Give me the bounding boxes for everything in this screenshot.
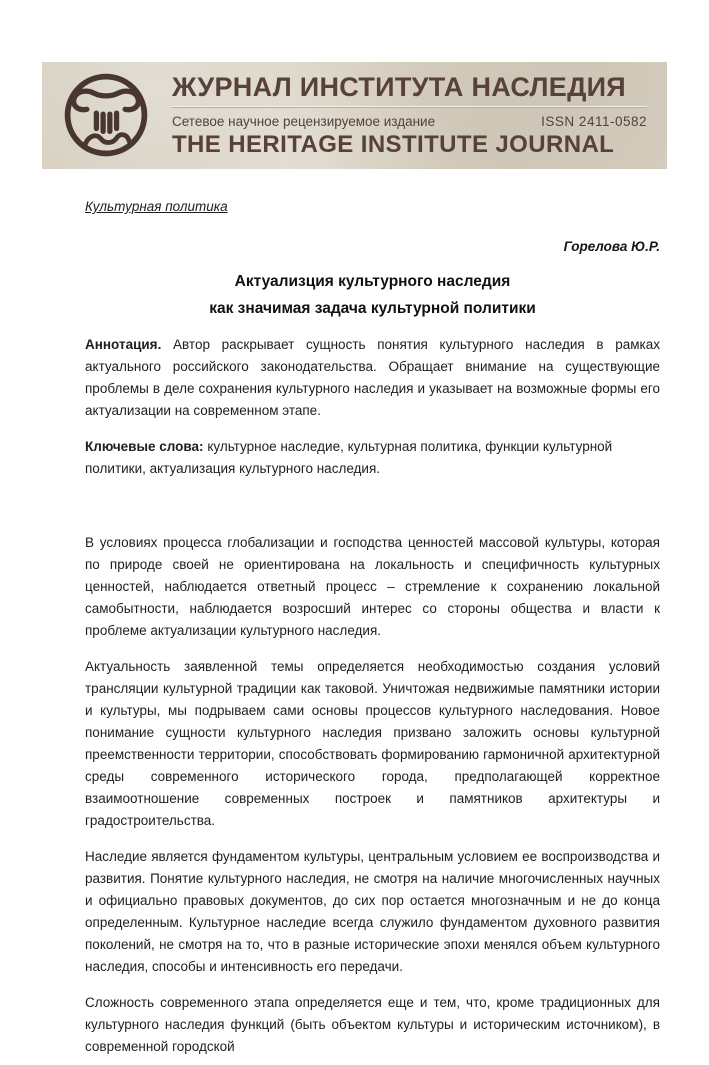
- column-capital-logo-icon: [58, 68, 154, 164]
- article-content: [0, 196, 709, 1058]
- journal-subtitle: Сетевое научное рецензируемое издание: [172, 114, 436, 129]
- body-paragraph-4: Сложность современного этапа определяется еще и тем, что, кроме традиционных для культурного наследия функций (быть объектом культуры и историческим источником), в современной городской: [85, 995, 660, 1054]
- journal-banner: [42, 62, 667, 169]
- keywords-label: Ключевые слова:: [85, 439, 204, 454]
- abstract-text: Автор раскрывает сущность понятия культурного наследия в рамках актуального российского законодательства. Обращает внимание на существующие проблемы в деле сохранения культурного наследия и указывает на возможные формы его актуализации на современном этапе.: [85, 337, 660, 418]
- body-paragraph-2: Актуальность заявленной темы определяется необходимостью создания условий трансляции культурной традиции как таковой. Уничтожая недвижимые памятники истории и культуры, мы подрываем сами основы процессов культурного наследования. Новое понимание сущности культурного наследия призвано заложить основы культурной преемственности территории, способствовать формированию гармоничной архитектурной среды современного исторического города, предполагающей корректное взаимоотношение современных построек и памятников архитектуры и градостроительства.: [85, 659, 660, 828]
- journal-title-ru: ЖУРНАЛ ИНСТИТУТА НАСЛЕДИЯ: [172, 72, 627, 102]
- article-author: Горелова Ю.Р.: [563, 239, 660, 254]
- journal-issn: ISSN 2411-0582: [541, 114, 647, 129]
- article-title-line1: Актуализция культурного наследия: [234, 273, 511, 290]
- journal-logo: [58, 68, 154, 164]
- body-paragraph-3: Наследие является фундаментом культуры, центральным условием ее воспроизводства и развития. Понятие культурного наследия, не смотря на наличие многочисленных научных и официально правовых документов, до сих пор остается многозначным и не до конца определенным. Культурное наследие всегда служило фундаментом духовного развития поколений, не смотря на то, что в разные исторические эпохи менялся объем культурного наследия, способы и интенсивность его передачи.: [85, 849, 660, 974]
- document-page: [0, 62, 709, 1065]
- rubric-link[interactable]: Культурная политика: [85, 199, 228, 214]
- article-title-line2: как значимая задача культурной политики: [209, 300, 536, 317]
- article-title: [85, 268, 660, 322]
- rubric-line: [85, 196, 660, 218]
- keywords-paragraph: [85, 436, 660, 480]
- keywords-text: культурное наследие, культурная политика, функции культурной политики, актуализация культурного наследия.: [85, 439, 613, 476]
- body-paragraph-1: В условиях процесса глобализации и господства ценностей массовой культуры, которая по природе своей не ориентирована на локальность и специфичность культурных ценностей, наблюдается ответный процесс – стремление к сохранению локальной самобытности, наблюдается возросший интерес со стороны общества и власти к проблеме актуализации культурного наследия.: [85, 535, 660, 638]
- journal-title-en: THE HERITAGE INSTITUTE JOURNAL: [172, 131, 615, 158]
- banner-text-block: [172, 72, 647, 159]
- banner-divider: [172, 106, 647, 108]
- abstract-paragraph: [85, 334, 660, 422]
- abstract-label: Аннотация.: [85, 337, 162, 352]
- banner-subtitle-row: [172, 113, 647, 130]
